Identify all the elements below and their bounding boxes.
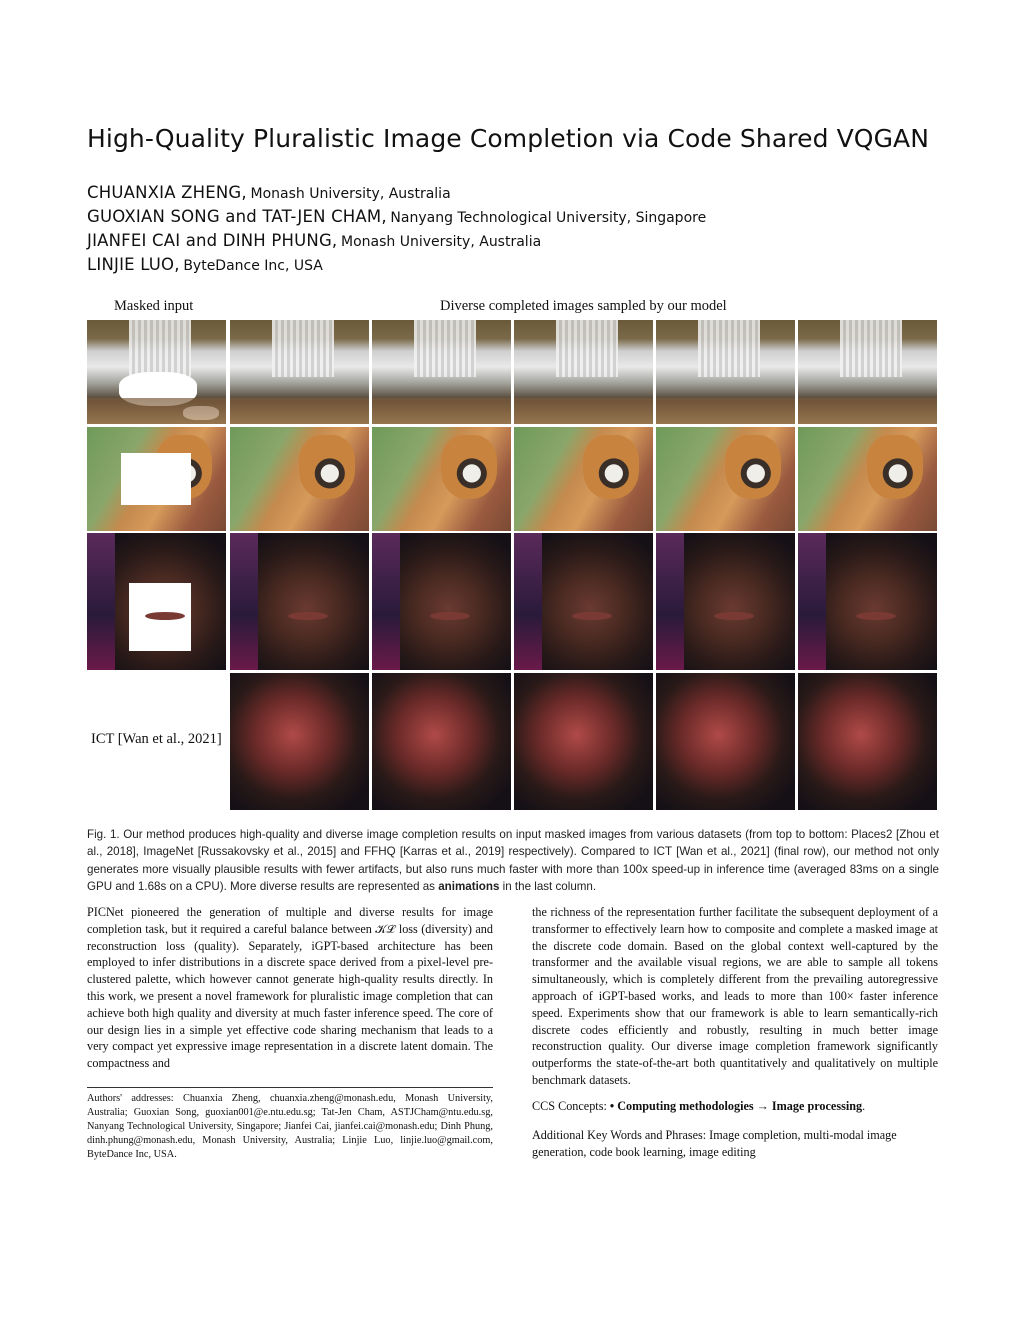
completed-image — [514, 427, 653, 531]
ict-result-image — [656, 673, 795, 810]
abstract-right-column: the richness of the representation further facilitate the subsequent deployment of a transformer to effectively learn how to composite and complete a masked image at the discrete code domain. Based on the global context well-captured by the transformer and the available visual regions, we are able to sample all tokens simultaneously, which is completely different from the prevailing autoregressive approach of iGPT-based works, and leads to more than 100× faster inference speed. Experiments show that our framework is able to learn semantically-rich discrete codes efficiently and robustly, resulting in much better image reconstruction quality. Our diverse image completion framework significantly outperforms the state-of-the-art both quantitatively and qualitatively on multiple benchmark datasets. — [532, 905, 938, 1087]
caption-bold-term: animations — [438, 879, 500, 893]
ccs-label: CCS Concepts: — [532, 1099, 607, 1113]
abstract-left-column: PICNet pioneered the generation of multiple and diverse results for image completion task, but it required a careful balance between 𝒦ℒ loss (diversity) and reconstruction loss (quality). Separately, iGPT-based architecture has been employed to infer distributions in a discrete space derived from a pixel-level pre-clustered palette, which however cannot generate high-quality results directly. In this work, we present a novel framework for pluralistic image completion that can achieve both high quality and diversity at much faster inference speed. The core of our design lies in a simple yet effective code sharing mechanism that leads to a very compact yet expressive image representation in a discrete latent domain. The compactness and — [87, 905, 493, 1071]
paper-title: High-Quality Pluralistic Image Completion via Code Shared VQGAN — [87, 124, 930, 153]
ict-result-image — [372, 673, 511, 810]
author-names: LINJIE LUO, — [87, 255, 180, 274]
ccs-concepts — [532, 1098, 938, 1115]
mask-region — [129, 583, 191, 651]
completed-image — [230, 427, 369, 531]
author-line-4 — [87, 255, 323, 275]
completed-image — [514, 533, 653, 670]
completed-image — [798, 427, 937, 531]
author-line-3 — [87, 231, 541, 251]
completed-image — [656, 427, 795, 531]
ict-result-image — [514, 673, 653, 810]
completed-image — [798, 320, 937, 424]
mask-region — [183, 406, 219, 420]
figure-label-masked-input: Masked input — [114, 298, 194, 314]
author-affiliation: Monash University, Australia — [341, 234, 542, 250]
keywords: Additional Key Words and Phrases: Image completion, multi-modal image generation, code book learning, image editing — [532, 1128, 897, 1159]
completed-image — [372, 320, 511, 424]
completed-image — [372, 533, 511, 670]
author-affiliation: ByteDance Inc, USA — [183, 258, 323, 274]
caption-text: Fig. 1. Our method produces high-quality and diverse image completion results on input masked images from various datasets (from top to bottom: Places2 [Zhou et al., 2018], ImageNet [Russakovsky et al., 2015] and FFHQ [Karras et al., 2019] respectively). Compared to ICT [Wan et al., 2021] (final row), our method not only generates more visually plausible results with fewer artifacts, but also runs much faster with more than 100x speed-up in inference time (averaged 83ms on a single GPU and 1.68s on a CPU). More diverse results are represented as — [87, 828, 939, 893]
author-names: GUOXIAN SONG and TAT-JEN CHAM, — [87, 207, 387, 226]
completed-image — [372, 427, 511, 531]
completed-image — [798, 533, 937, 670]
author-affiliation: Monash University, Australia — [250, 186, 451, 202]
author-line-1 — [87, 183, 451, 203]
figure-label-ict: ICT [Wan et al., 2021] — [91, 731, 222, 747]
authors-addresses-footnote: Authors' addresses: Chuanxia Zheng, chuanxia.zheng@monash.edu, Monash University, Australia; Guoxian Song, guoxian001@e.ntu.edu.sg; Tat-Jen Cham, ASTJCham@ntu.edu.sg, Nanyang Technological University, Singapore; Jianfei Cai, jianfei.cai@monash.edu; Dinh Phung, dinh.phung@monash.edu, Monash University, Australia; Linjie Luo, linjie.luo@gmail.com, ByteDance Inc, USA. — [87, 1093, 493, 1160]
completed-image — [230, 533, 369, 670]
completed-image — [656, 320, 795, 424]
completed-image — [514, 320, 653, 424]
footnote-divider — [87, 1087, 493, 1088]
ict-result-image — [230, 673, 369, 810]
masked-input-waterfall — [87, 320, 226, 424]
ccs-value: • Computing methodologies → Image processing — [609, 1099, 863, 1113]
mask-region — [121, 453, 191, 505]
completed-image — [656, 533, 795, 670]
author-names: CHUANXIA ZHENG, — [87, 183, 247, 202]
ict-result-image — [798, 673, 937, 810]
masked-input-dog — [87, 427, 226, 531]
figure-caption — [87, 826, 939, 895]
figure-label-diverse-results: Diverse completed images sampled by our model — [440, 298, 727, 314]
author-affiliation: Nanyang Technological University, Singapore — [390, 210, 707, 226]
author-names: JIANFEI CAI and DINH PHUNG, — [87, 231, 338, 250]
masked-input-face — [87, 533, 226, 670]
mask-region — [119, 372, 197, 406]
author-line-2 — [87, 207, 706, 227]
completed-image — [230, 320, 369, 424]
ccs-end: . — [862, 1099, 866, 1113]
caption-tail: in the last column. — [502, 879, 597, 893]
